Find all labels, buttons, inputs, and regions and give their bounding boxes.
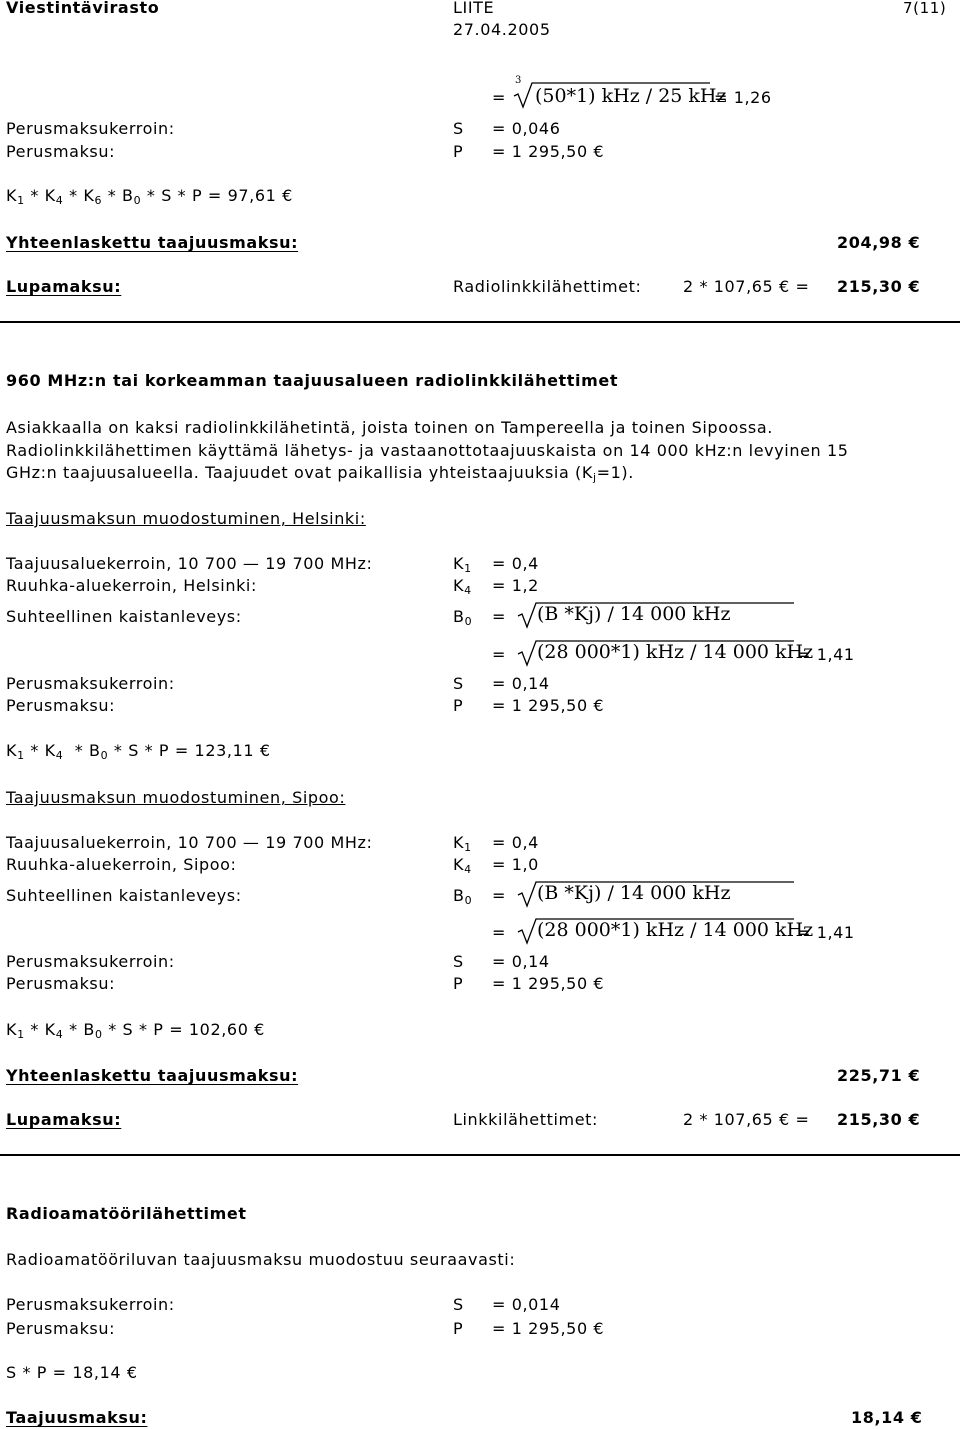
document-date: 27.04.2005 xyxy=(453,20,551,39)
license-fee-calculation: 2 * 107,65 € = xyxy=(683,277,810,296)
fee-formula: $K_1 * K_4 * B_0 * S * P = 102,60$ € xyxy=(6,1020,265,1041)
total-frequency-fee-value: 204,98 € xyxy=(837,233,921,252)
b0-symbol: $B_0$ xyxy=(453,607,473,628)
base-coefficient-symbol: S xyxy=(453,674,464,693)
base-fee-label: Perusmaksu: xyxy=(6,696,116,715)
cube-root-index: 3 xyxy=(515,75,522,86)
base-fee-value: = 1 295,50 € xyxy=(492,696,605,715)
b0-equals: = xyxy=(492,923,507,942)
frequency-band-coefficient-label: Taajuusaluekerroin, 10 700 — 19 700 MHz: xyxy=(6,554,373,573)
k1-value: = 0,4 xyxy=(492,833,539,852)
section-paragraph-line: Radiolinkkilähettimen käyttämä lähetys- ja vastaanottotaajuuskaista on 14 000 kHz:n levyinen 15 xyxy=(6,441,849,460)
sipoo-heading: Taajuusmaksun muodostuminen, Sipoo: xyxy=(6,788,346,807)
b0-calculation: (28 000*1) kHz / 14 000 kHz xyxy=(537,641,814,663)
k1-value: = 0,4 xyxy=(492,554,539,573)
k4-symbol: $K_4$ xyxy=(453,576,472,597)
base-coefficient-value: = 0,046 xyxy=(492,119,561,138)
document-type: LIITE xyxy=(453,0,495,17)
organization-name: Viestintävirasto xyxy=(6,0,160,17)
license-fee-description: Linkkilähettimet: xyxy=(453,1110,598,1129)
license-fee-label: Lupamaksu: xyxy=(6,277,122,296)
section-divider xyxy=(0,321,960,323)
base-fee-symbol: P xyxy=(453,1319,464,1338)
b0-calculation: (28 000*1) kHz / 14 000 kHz xyxy=(537,919,814,941)
license-fee-label: Lupamaksu: xyxy=(6,1110,122,1129)
base-coefficient-value: = 0,14 xyxy=(492,952,550,971)
total-frequency-fee-label: Yhteenlaskettu taajuusmaksu: xyxy=(6,1066,299,1085)
section-title-960mhz: 960 MHz:n tai korkeamman taajuusalueen radiolinkkilähettimet xyxy=(6,371,619,390)
base-fee-symbol: P xyxy=(453,696,464,715)
base-fee-symbol: P xyxy=(453,142,464,161)
cube-root-equals: = xyxy=(492,88,507,107)
section-paragraph-line: Asiakkaalla on kaksi radiolinkkilähetintä, joista toinen on Tampereella ja toinen Sipoossa. xyxy=(6,418,773,437)
section-paragraph-line: GHz:n taajuusalueella. Taajuudet ovat paikallisia yhteistaajuuksia $(K_j=1)$. xyxy=(6,463,634,484)
b0-formula: (B *Kj) / 14 000 kHz xyxy=(537,882,731,904)
relative-bandwidth-label: Suhteellinen kaistanleveys: xyxy=(6,607,242,626)
base-fee-label: Perusmaksu: xyxy=(6,1319,116,1338)
base-fee-symbol: P xyxy=(453,974,464,993)
b0-formula: (B *Kj) / 14 000 kHz xyxy=(537,603,731,625)
cube-root-expression: (50*1) kHz / 25 kHz xyxy=(535,85,727,107)
b0-symbol: $B_0$ xyxy=(453,886,473,907)
congestion-coefficient-label: Ruuhka-aluekerroin, Sipoo: xyxy=(6,855,237,874)
frequency-band-coefficient-label: Taajuusaluekerroin, 10 700 — 19 700 MHz: xyxy=(6,833,373,852)
b0-equals: = xyxy=(492,886,507,905)
k4-value: = 1,0 xyxy=(492,855,539,874)
cube-root-result: = 1,26 xyxy=(714,88,772,107)
k4-symbol: $K_4$ xyxy=(453,855,472,876)
fee-formula: S * P = 18,14 € xyxy=(6,1363,138,1382)
b0-equals: = xyxy=(492,607,507,626)
b0-result: = 1,41 xyxy=(797,923,855,942)
base-coefficient-label: Perusmaksukerroin: xyxy=(6,952,175,971)
base-coefficient-symbol: S xyxy=(453,952,464,971)
section-divider xyxy=(0,1154,960,1156)
frequency-fee-label: Taajuusmaksu: xyxy=(6,1408,148,1427)
page-number: 7(11) xyxy=(903,0,947,17)
fee-formula: $K_1 * K_4 * B_0 * S * P = 123,11$ € xyxy=(6,741,271,762)
section-title-radio-amateur: Radioamatöörilähettimet xyxy=(6,1204,247,1223)
base-fee-label: Perusmaksu: xyxy=(6,142,116,161)
b0-equals: = xyxy=(492,645,507,664)
base-coefficient-symbol: S xyxy=(453,1295,464,1314)
base-coefficient-value: = 0,14 xyxy=(492,674,550,693)
fee-formula: $K_1 * K_4 * K_6 * B_0 * S * P = 97,61$ € xyxy=(6,186,293,207)
license-fee-value: 215,30 € xyxy=(837,277,921,296)
k1-symbol: $K_1$ xyxy=(453,833,472,854)
license-fee-calculation: 2 * 107,65 € = xyxy=(683,1110,810,1129)
congestion-coefficient-label: Ruuhka-aluekerroin, Helsinki: xyxy=(6,576,257,595)
base-fee-label: Perusmaksu: xyxy=(6,974,116,993)
base-fee-value: = 1 295,50 € xyxy=(492,1319,605,1338)
license-fee-value: 215,30 € xyxy=(837,1110,921,1129)
base-coefficient-label: Perusmaksukerroin: xyxy=(6,119,175,138)
base-coefficient-value: = 0,014 xyxy=(492,1295,561,1314)
k4-value: = 1,2 xyxy=(492,576,539,595)
base-coefficient-symbol: S xyxy=(453,119,464,138)
total-frequency-fee-value: 225,71 € xyxy=(837,1066,921,1085)
relative-bandwidth-label: Suhteellinen kaistanleveys: xyxy=(6,886,242,905)
base-coefficient-label: Perusmaksukerroin: xyxy=(6,674,175,693)
base-fee-value: = 1 295,50 € xyxy=(492,974,605,993)
license-fee-description: Radiolinkkilähettimet: xyxy=(453,277,642,296)
total-frequency-fee-label: Yhteenlaskettu taajuusmaksu: xyxy=(6,233,299,252)
k1-symbol: $K_1$ xyxy=(453,554,472,575)
b0-result: = 1,41 xyxy=(797,645,855,664)
frequency-fee-value: 18,14 € xyxy=(851,1408,923,1427)
base-fee-value: = 1 295,50 € xyxy=(492,142,605,161)
section-paragraph-line: Radioamatööriluvan taajuusmaksu muodostuu seuraavasti: xyxy=(6,1250,516,1269)
base-coefficient-label: Perusmaksukerroin: xyxy=(6,1295,175,1314)
helsinki-heading: Taajuusmaksun muodostuminen, Helsinki: xyxy=(6,509,366,528)
